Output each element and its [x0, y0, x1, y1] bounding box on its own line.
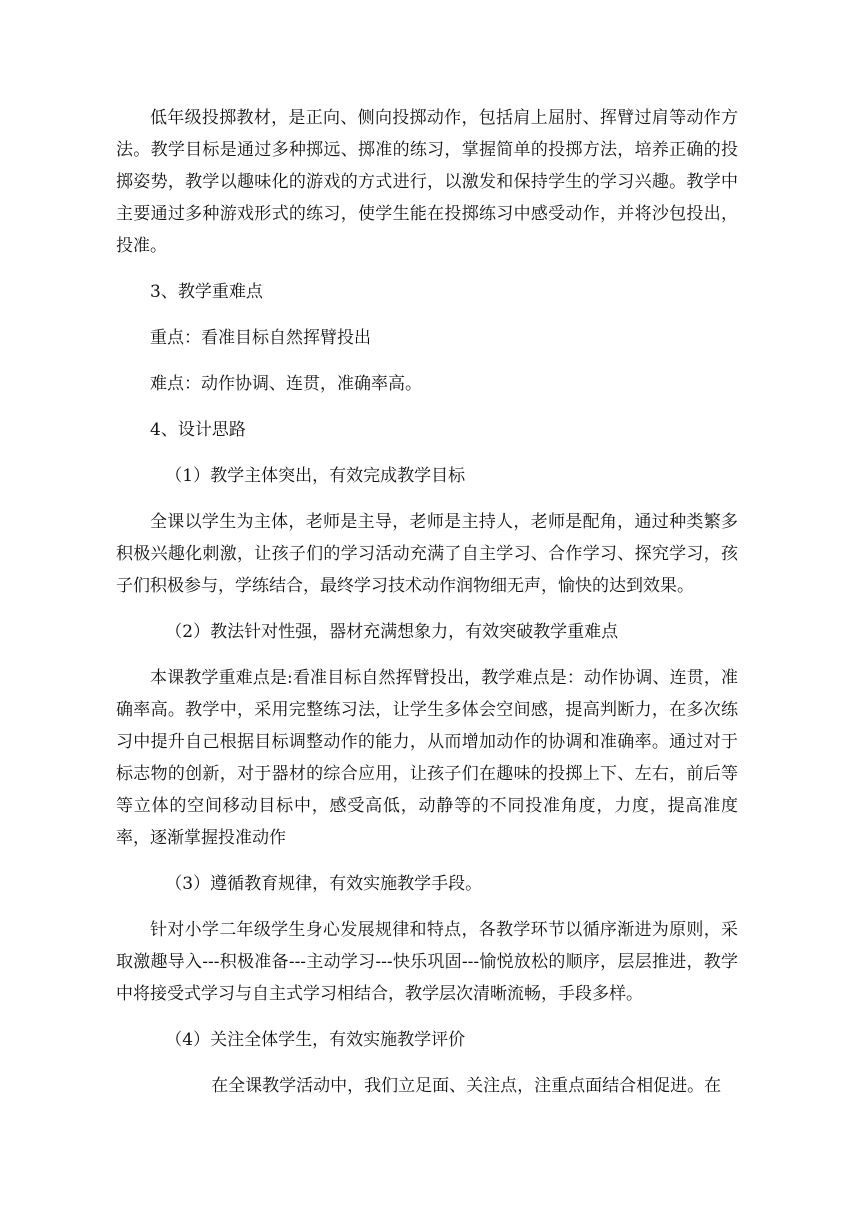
spacer	[116, 308, 738, 322]
subsection-4-body: 在全课教学活动中，我们立足面、关注点，注重点面结合相促进。在	[211, 1076, 722, 1096]
spacer	[116, 648, 738, 662]
subsection-3-body: 针对小学二年级学生身心发展规律和特点，各教学环节以循序渐进为原则，采取激趣导入---积极准备---主动学习---快乐巩固---愉悦放松的顺序，层层推进，教学中将接受式学习与自主式学习相结合，教学层次清晰流畅，手段多样。	[116, 920, 738, 1004]
spacer	[116, 1056, 738, 1070]
subsection-3-title: （3）遵循教育规律，有效实施教学手段。	[165, 874, 483, 894]
spacer	[116, 900, 738, 914]
subsection-1-title: （1）教学主体突出，有效完成教学目标	[165, 466, 466, 486]
spacer	[116, 1010, 738, 1024]
spacer	[116, 492, 738, 506]
spacer	[116, 400, 738, 414]
document-body	[116, 102, 738, 1102]
difficulty-line: 难点：动作协调、连贯，准确率高。	[150, 374, 422, 394]
section-heading-teaching-focus: 3、教学重难点	[150, 282, 263, 302]
intro-paragraph: 低年级投掷教材，是正向、侧向投掷动作，包括肩上屈肘、挥臂过肩等动作方法。教学目标是通过多种掷远、掷准的练习，掌握简单的投掷方法，培养正确的投掷姿势，教学以趣味化的游戏的方式进行，以激发和保持学生的学习兴趣。教学中主要通过多种游戏形式的练习，使学生能在投掷练习中感受动作，并将沙包投出，投准。	[116, 108, 738, 256]
subsection-4-title: （4）关注全体学生，有效实施教学评价	[165, 1030, 466, 1050]
section-heading-design: 4、设计思路	[150, 420, 246, 440]
spacer	[116, 262, 738, 276]
subsection-2-title: （2）教法针对性强，器材充满想象力，有效突破教学重难点	[165, 622, 619, 642]
spacer	[116, 354, 738, 368]
subsection-2-body: 本课教学重难点是:看准目标自然挥臂投出，教学难点是：动作协调、连贯，准确率高。教学中，采用完整练习法，让学生多体会空间感，提高判断力，在多次练习中提升自己根据目标调整动作的能力，从而增加动作的协调和准确率。通过对于标志物的创新，对于器材的综合应用，让孩子们在趣味的投掷上下、左右，前后等等立体的空间移动目标中，感受高低，动静等的不同投准角度，力度，提高准度率，逐渐掌握投准动作	[116, 668, 738, 848]
spacer	[116, 446, 738, 460]
spacer	[116, 854, 738, 868]
spacer	[116, 602, 738, 616]
subsection-1-body: 全课以学生为主体，老师是主导，老师是主持人，老师是配角，通过种类繁多积极兴趣化刺激，让孩子们的学习活动充满了自主学习、合作学习、探究学习，孩子们积极参与，学练结合，最终学习技术动作润物细无声，愉快的达到效果。	[116, 512, 738, 596]
key-point-line: 重点：看准目标自然挥臂投出	[150, 328, 371, 348]
